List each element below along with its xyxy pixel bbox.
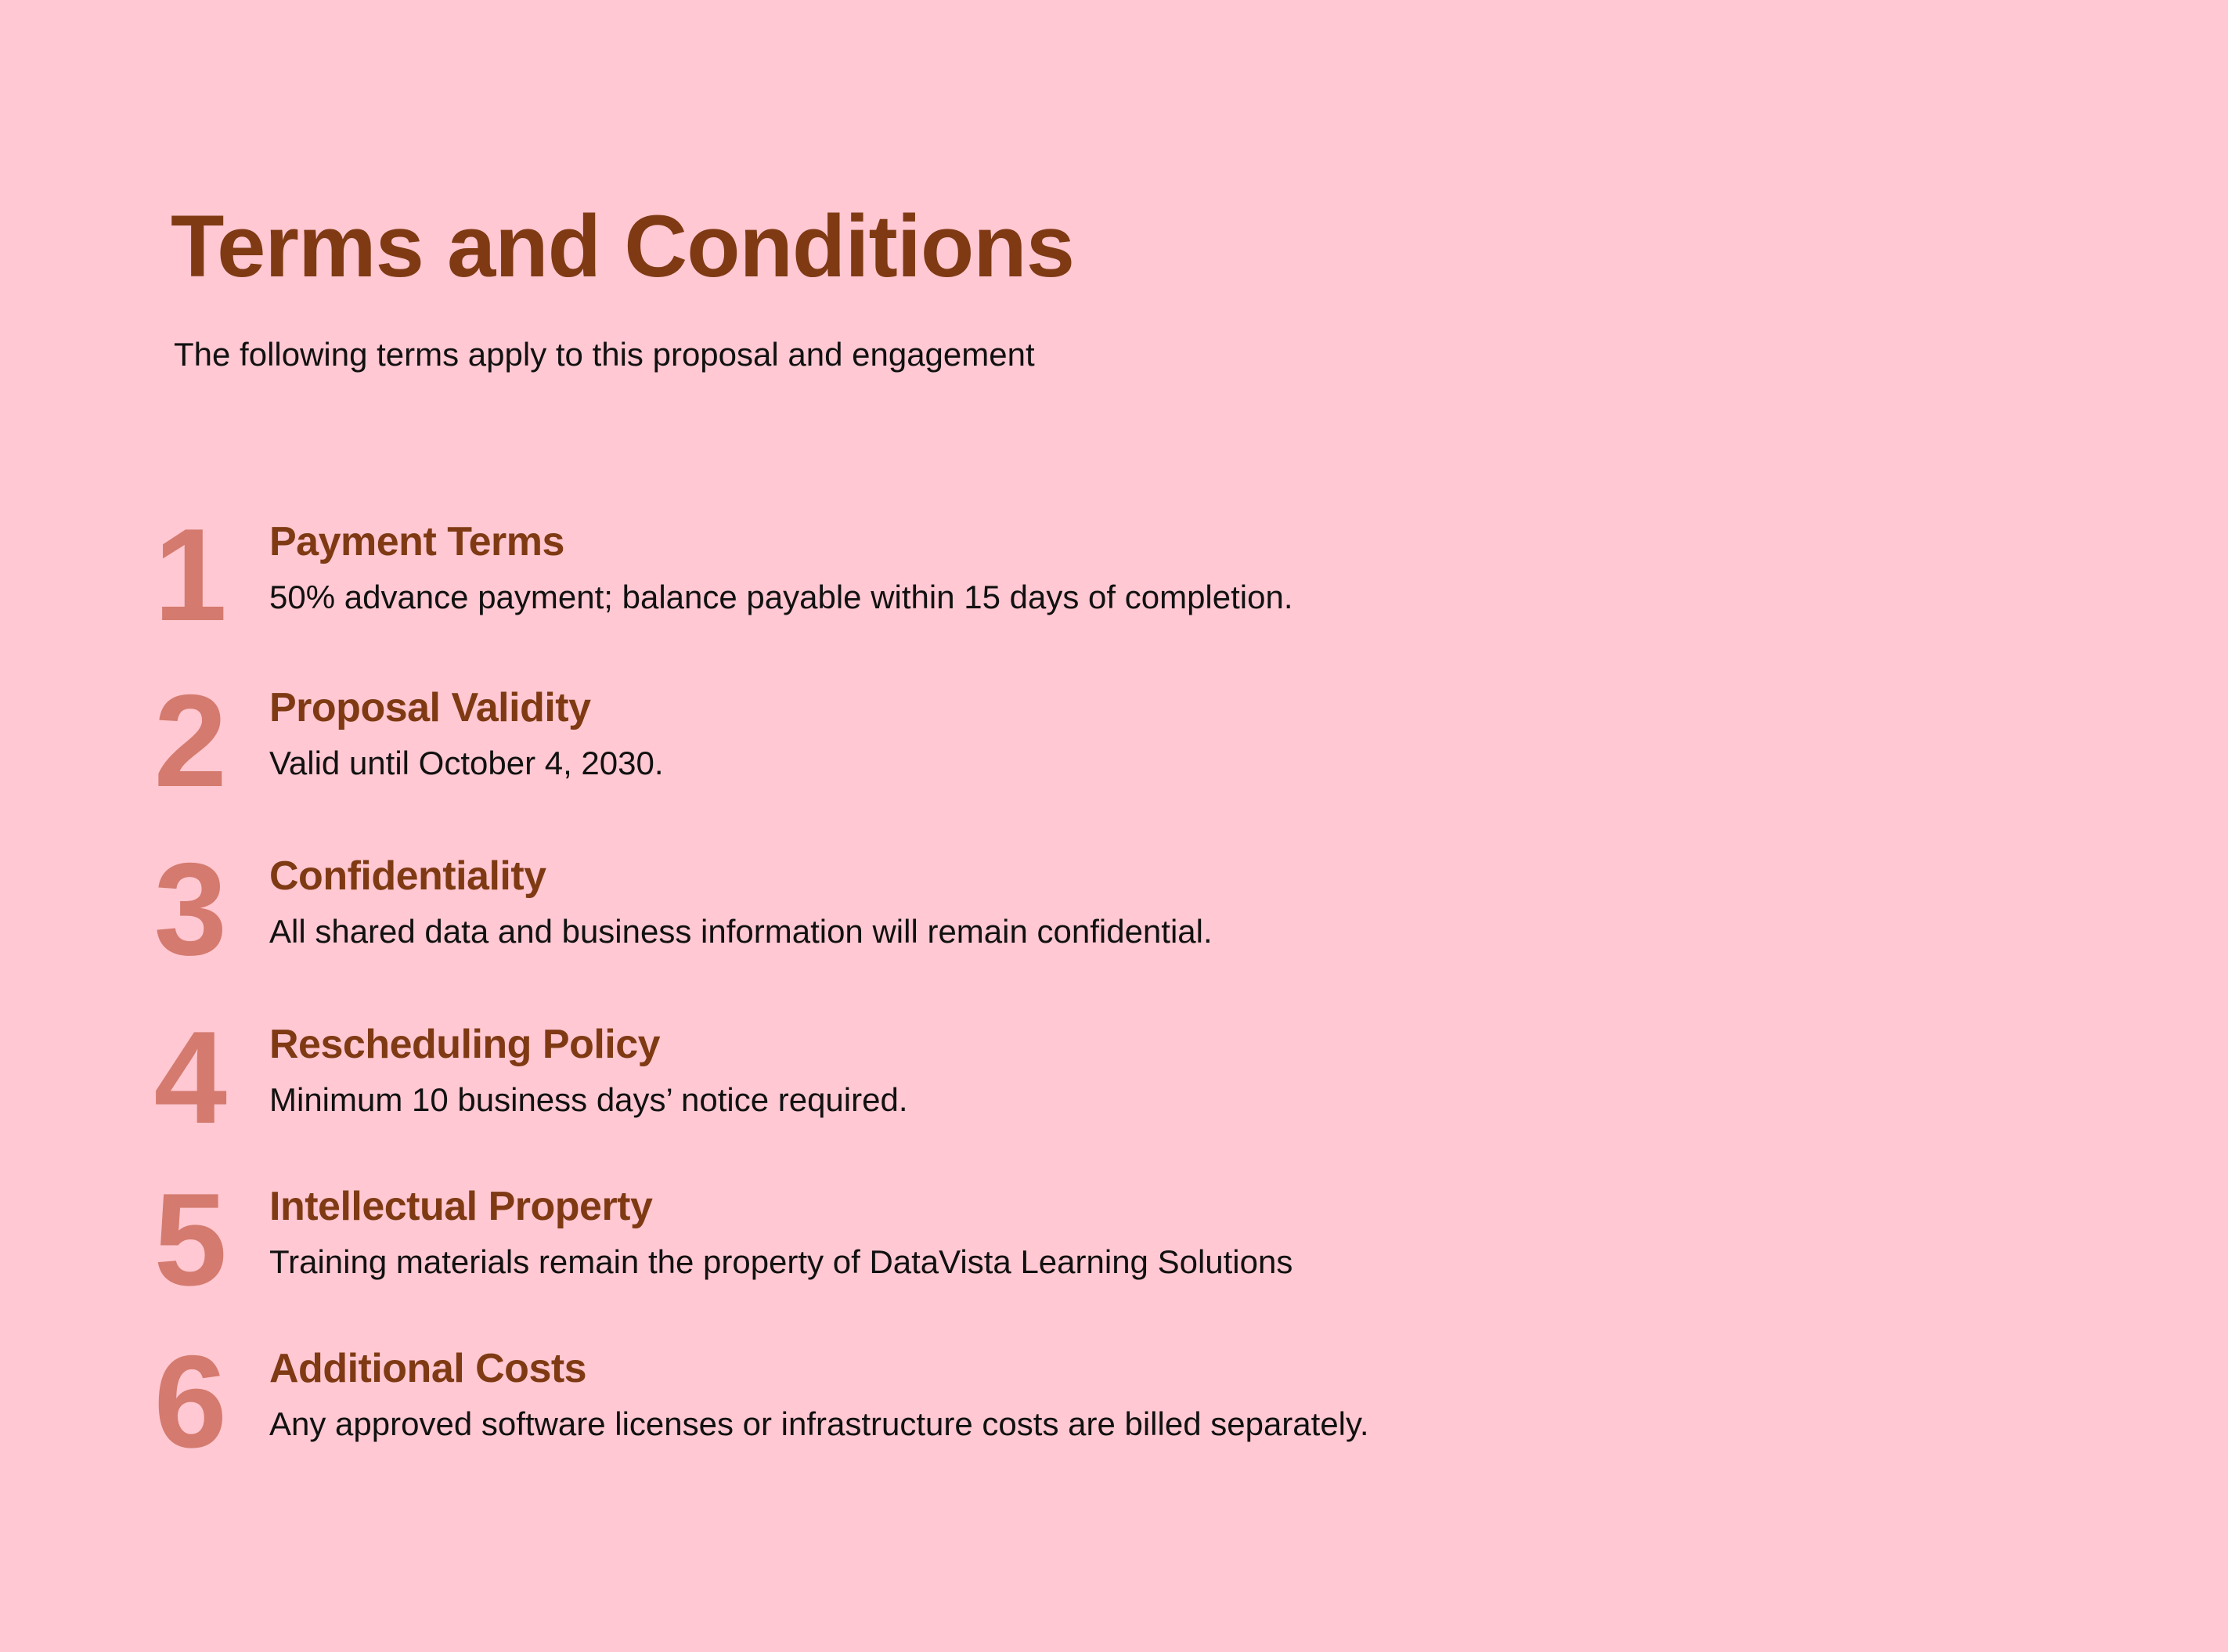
page-title: Terms and Conditions xyxy=(171,197,1074,295)
term-heading: Rescheduling Policy xyxy=(269,1022,661,1067)
term-item-confidentiality xyxy=(0,835,1722,1008)
term-item-proposal-validity xyxy=(0,667,1722,839)
term-number: 2 xyxy=(153,667,224,814)
term-body: 50% advance payment; balance payable within 15 days of completion. xyxy=(269,579,1293,615)
term-heading: Confidentiality xyxy=(269,853,546,899)
term-body: All shared data and business information will remain confidential. xyxy=(269,913,1213,950)
term-body: Valid until October 4, 2030. xyxy=(269,745,664,781)
term-heading: Payment Terms xyxy=(269,519,564,564)
term-item-additional-costs xyxy=(0,1328,1722,1500)
term-number: 6 xyxy=(153,1328,224,1475)
term-heading: Proposal Validity xyxy=(269,685,591,730)
term-number: 3 xyxy=(153,835,224,983)
term-number: 1 xyxy=(153,501,224,648)
term-heading: Intellectual Property xyxy=(269,1184,653,1229)
page-subtitle: The following terms apply to this proposal and engagement xyxy=(174,336,1035,373)
term-number: 5 xyxy=(153,1166,224,1313)
term-body: Minimum 10 business days’ notice required. xyxy=(269,1081,908,1118)
term-number: 4 xyxy=(153,1004,224,1151)
term-item-intellectual-property xyxy=(0,1166,1722,1338)
term-heading: Additional Costs xyxy=(269,1346,587,1391)
term-body: Training materials remain the property of DataVista Learning Solutions xyxy=(269,1243,1293,1280)
term-body: Any approved software licenses or infrastructure costs are billed separately. xyxy=(269,1405,1369,1442)
term-item-rescheduling-policy xyxy=(0,1004,1722,1176)
term-item-payment-terms xyxy=(0,501,1722,673)
